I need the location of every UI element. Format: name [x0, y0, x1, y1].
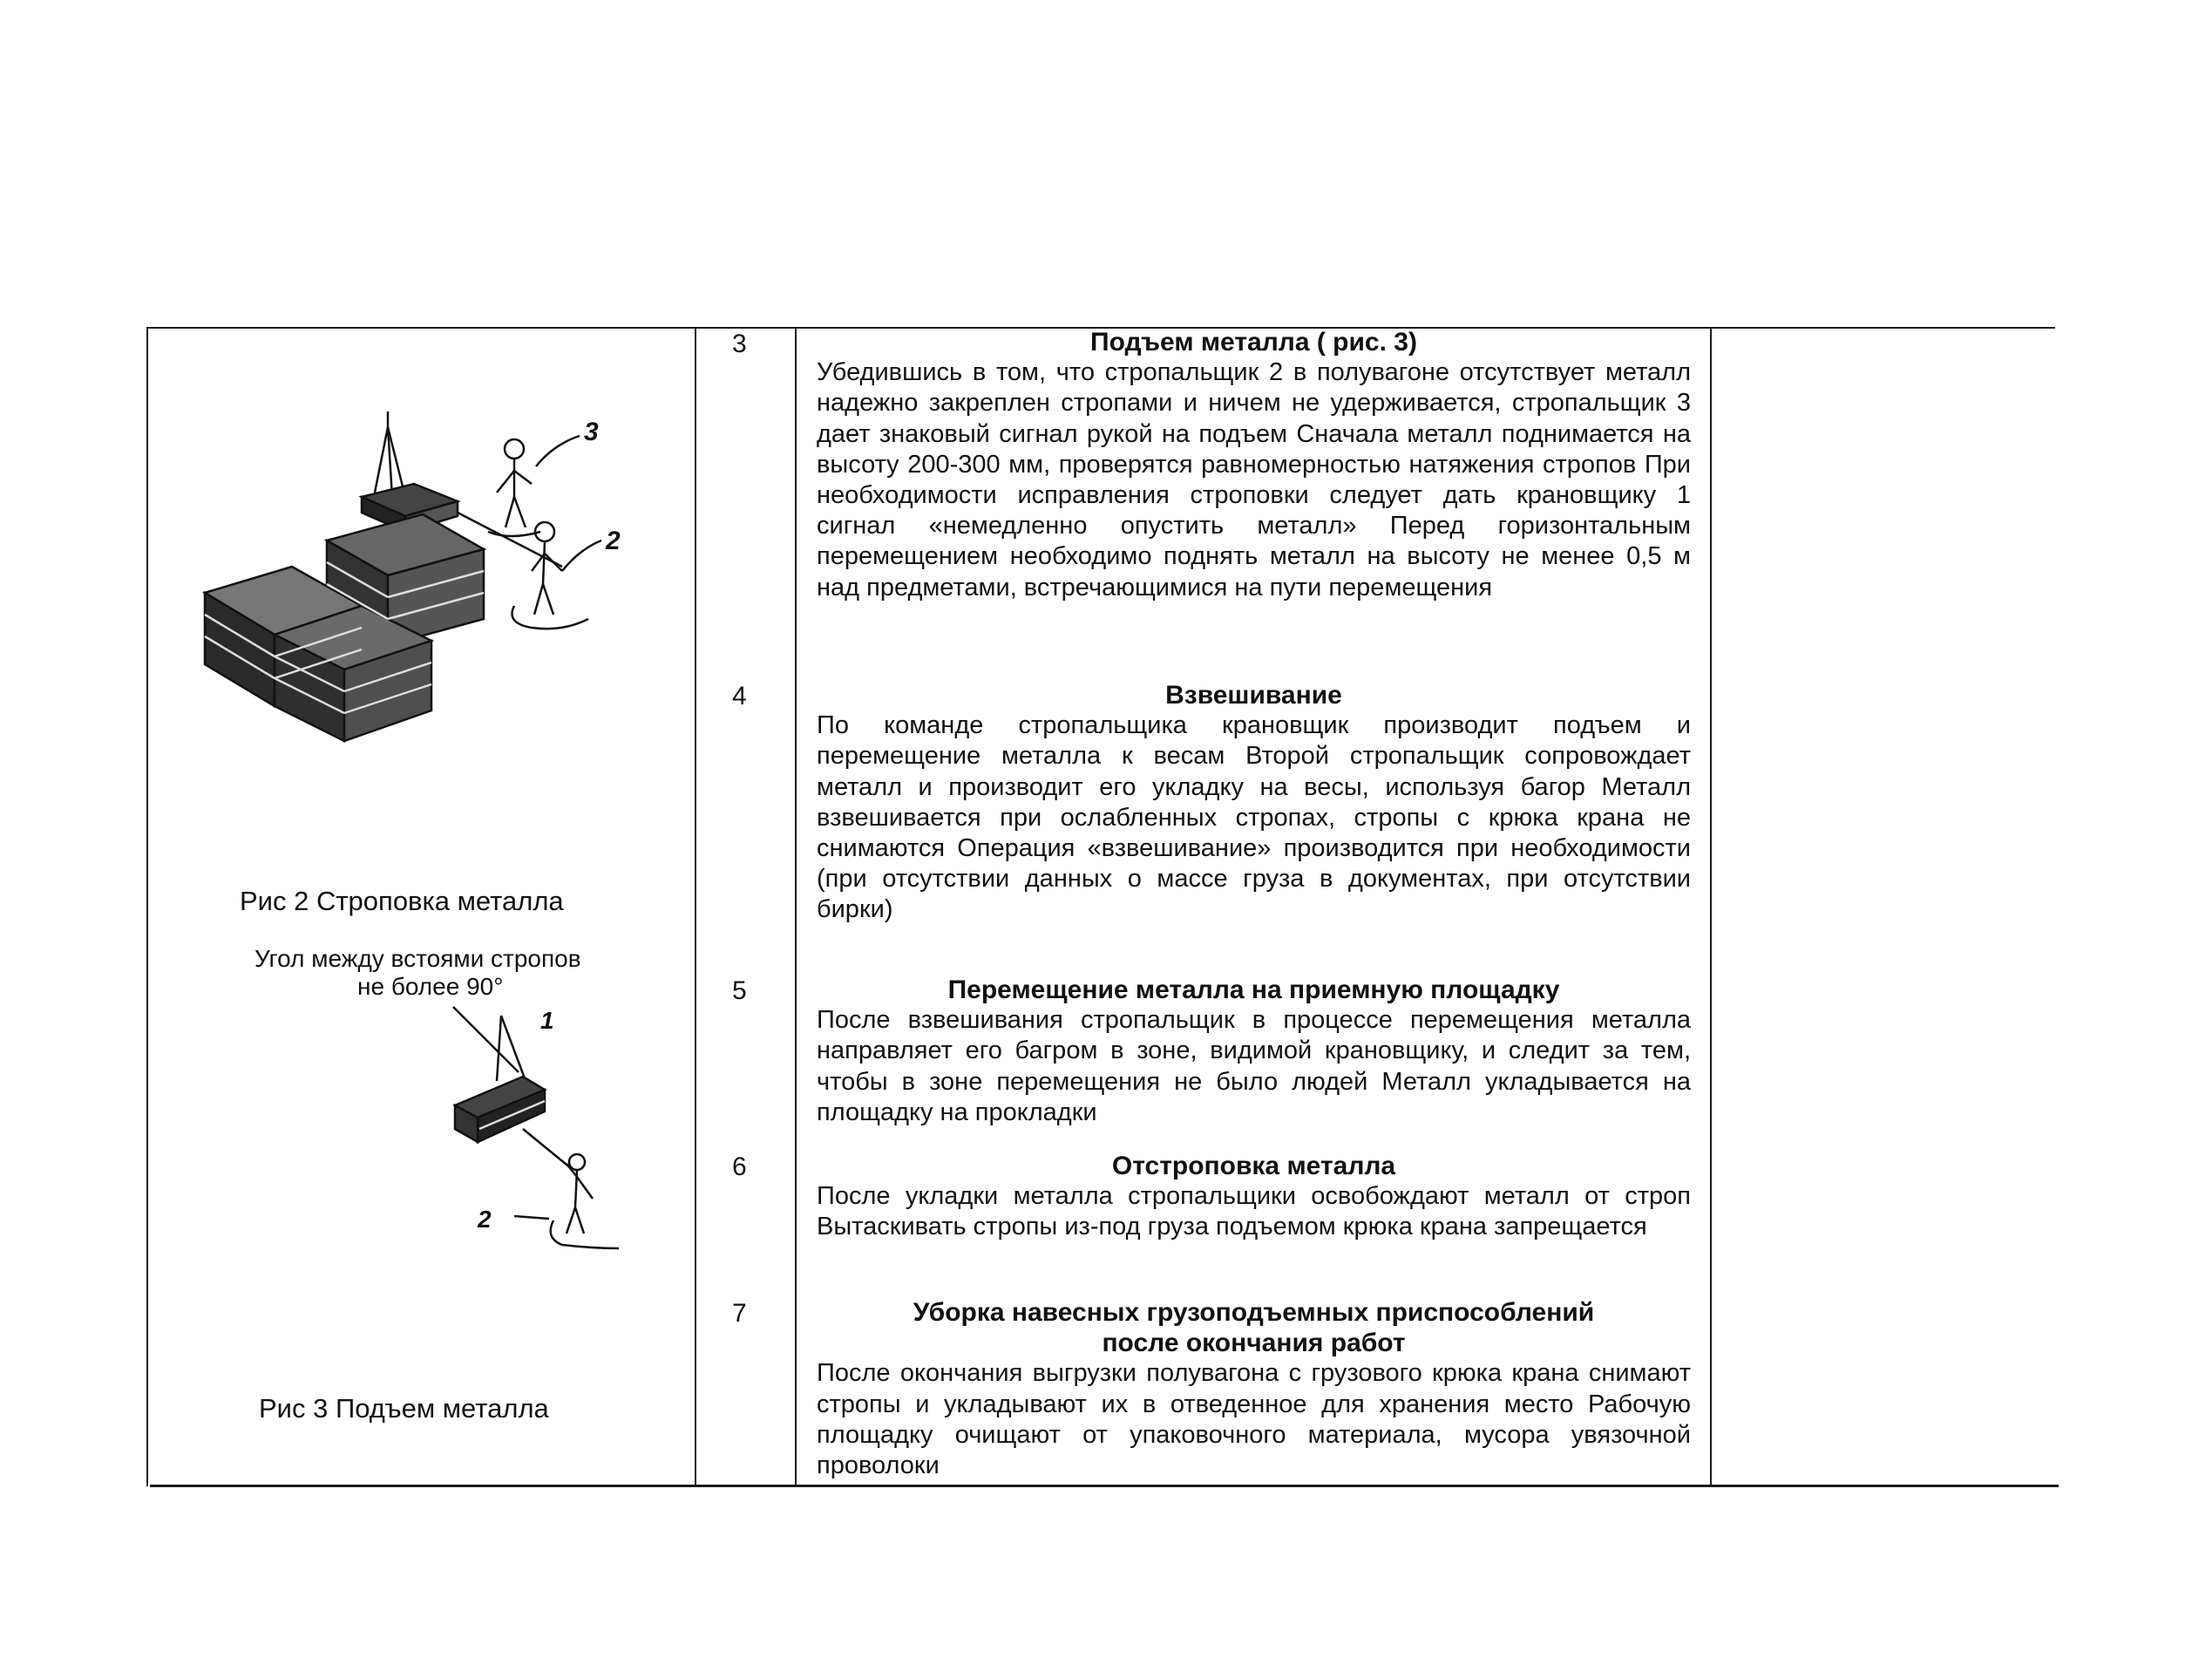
step-number-4: 4	[732, 682, 747, 710]
step-7-title: Уборка навесных грузоподъемных приспособлений после окончания работ	[913, 1298, 1595, 1358]
column-divider-text	[1710, 328, 1712, 1486]
figure-3-caption: Рис 3 Подъем металла	[259, 1393, 549, 1424]
step-3-text: Убедившись в том, что стропальщик 2 в полувагоне отсутствует металл надежно закреплен стропами и ничем не удерживается, стропальщик 3 дает знаковый сигнал рукой на подъем Сначала металл поднимается на высоту 200-300 мм, проверятся равномерностью натяжения стропов При необходимости исправления строповки следует дать крановщику 1 сигнал «немедленно опустить металл» Перед горизонтальным перемещением необходимо поднять металл на высоту не менее 0,5 м над предметами, встречающимися на пути перемещения	[817, 358, 1691, 602]
step-number-7: 7	[732, 1299, 747, 1328]
column-divider-numbers	[795, 328, 797, 1486]
figure-3-drawing	[453, 1003, 645, 1264]
step-6-block	[817, 1151, 1691, 1243]
figure-3-label-1: 1	[540, 1007, 554, 1034]
figure-3-note-line-2: не более 90°	[357, 973, 504, 1000]
step-5-block	[817, 975, 1691, 1128]
table-bottom-border	[150, 1485, 2059, 1487]
step-3-block	[817, 327, 1691, 603]
figure-3-note-line-1: Угол между встоями стропов	[254, 945, 581, 972]
step-number-6: 6	[732, 1152, 747, 1181]
figure-3-label-2: 2	[478, 1206, 492, 1233]
step-4-text: По команде стропальщика крановщик производит подъем и перемещение металла к весам Второй стропальщик сопровождает металл и производит его укладку на весы, используя багор Металл взвешивается при ослабленных стропах, стропы с крюка крана не снимаются Операция «взвешивание» производится при необходимости (при отсутствии данных о массе груза в документах, при отсутствии бирки)	[817, 711, 1691, 924]
step-4-title: Взвешивание	[1165, 681, 1342, 710]
table-left-border	[146, 328, 148, 1486]
column-divider-figures	[695, 328, 696, 1486]
step-7-block	[817, 1297, 1691, 1481]
figure-2-label-3: 3	[584, 418, 599, 446]
step-3-title: Подъем металла ( рис. 3)	[1090, 328, 1417, 357]
step-number-5: 5	[732, 976, 747, 1005]
step-number-3: 3	[732, 330, 747, 358]
step-5-text: После взвешивания стропальщик в процессе перемещения металла направляет его багром в зоне, видимой крановщику, и следит за тем, чтобы в зоне перемещения не было людей Металл укладывается на площадку на прокладки	[817, 1006, 1691, 1126]
figure-2-caption: Рис 2 Строповка металла	[240, 886, 564, 916]
step-7-text: После окончания выгрузки полувагона с грузового крюка крана снимают стропы и укладывают их в отведенное для хранения место Рабочую площадку очищают от упаковочного материала, мусора увязочной проволоки	[817, 1359, 1691, 1480]
step-4-block	[817, 680, 1691, 926]
step-6-text: После укладки металла стропальщики освобождают металл от строп Вытаскивать стропы из-под груза подъемом крюка крана запрещается	[817, 1182, 1691, 1241]
figure-2-drawing	[196, 410, 649, 750]
figure-2-label-2: 2	[606, 527, 621, 555]
step-6-title: Отстроповка металла	[1111, 1152, 1396, 1180]
step-5-title: Перемещение металла на приемную площадку	[947, 975, 1560, 1004]
